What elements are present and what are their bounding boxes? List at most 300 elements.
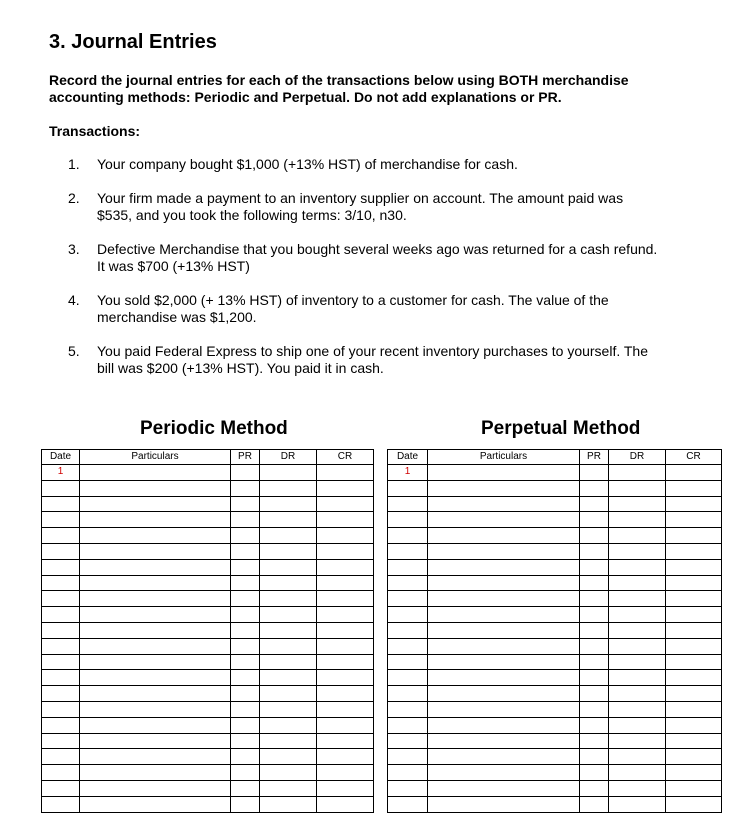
pr-column-header: PR: [231, 450, 260, 465]
dr-cell[interactable]: [609, 559, 666, 575]
date-cell[interactable]: [388, 733, 428, 749]
particulars-cell[interactable]: [428, 796, 580, 812]
date-cell[interactable]: [42, 480, 80, 496]
date-cell[interactable]: [388, 670, 428, 686]
cr-cell[interactable]: [666, 465, 722, 481]
dr-cell[interactable]: [609, 607, 666, 623]
cr-cell[interactable]: [317, 796, 374, 812]
particulars-cell[interactable]: [428, 686, 580, 702]
cr-cell[interactable]: [666, 528, 722, 544]
journal-entry-row: [388, 638, 722, 654]
date-cell[interactable]: [42, 559, 80, 575]
date-cell[interactable]: [42, 622, 80, 638]
particulars-cell[interactable]: [80, 607, 231, 623]
pr-cell[interactable]: [580, 528, 609, 544]
transaction-item: [68, 156, 698, 173]
dr-cell[interactable]: [260, 496, 317, 512]
date-cell[interactable]: [42, 638, 80, 654]
pr-cell[interactable]: [580, 465, 609, 481]
cr-cell[interactable]: [666, 480, 722, 496]
transaction-text: Your firm made a payment to an inventory supplier on account. The amount paid was: [97, 190, 624, 206]
date-cell[interactable]: [42, 749, 80, 765]
particulars-cell[interactable]: [428, 543, 580, 559]
dr-cell[interactable]: [609, 796, 666, 812]
particulars-cell[interactable]: [80, 686, 231, 702]
dr-cell[interactable]: [260, 591, 317, 607]
date-cell[interactable]: [388, 480, 428, 496]
perpetual-journal-table: [387, 449, 722, 813]
particulars-cell[interactable]: [80, 528, 231, 544]
date-cell[interactable]: [42, 607, 80, 623]
date-cell[interactable]: [388, 654, 428, 670]
dr-column-header: DR: [260, 450, 317, 465]
transaction-text-continued: It was $700 (+13% HST): [97, 258, 250, 274]
journal-entry-row: [388, 780, 722, 796]
date-cell[interactable]: [42, 686, 80, 702]
dr-cell[interactable]: [609, 765, 666, 781]
journal-entry-row: [388, 528, 722, 544]
particulars-cell[interactable]: [80, 670, 231, 686]
journal-entry-row: [388, 765, 722, 781]
cr-cell[interactable]: [317, 670, 374, 686]
date-cell[interactable]: [42, 512, 80, 528]
dr-cell[interactable]: [609, 780, 666, 796]
pr-cell[interactable]: [231, 765, 260, 781]
pr-cell[interactable]: [580, 686, 609, 702]
particulars-cell[interactable]: [80, 496, 231, 512]
date-cell[interactable]: [42, 796, 80, 812]
particulars-cell[interactable]: [80, 638, 231, 654]
dr-cell[interactable]: [260, 638, 317, 654]
journal-entry-row: [388, 465, 722, 481]
dr-cell[interactable]: [609, 465, 666, 481]
transaction-item: [68, 292, 698, 326]
transaction-text-continued: merchandise was $1,200.: [97, 309, 257, 325]
pr-cell[interactable]: [580, 749, 609, 765]
particulars-cell[interactable]: [428, 765, 580, 781]
particulars-cell[interactable]: [80, 733, 231, 749]
date-cell[interactable]: [388, 496, 428, 512]
date-cell[interactable]: [388, 575, 428, 591]
particulars-column-header: Particulars: [80, 450, 231, 465]
date-column-header: Date: [388, 450, 428, 465]
transaction-number: 5.: [68, 343, 80, 359]
journal-entry-row: [42, 496, 374, 512]
date-cell[interactable]: [388, 780, 428, 796]
cr-cell[interactable]: [317, 765, 374, 781]
pr-cell[interactable]: [231, 575, 260, 591]
cr-cell[interactable]: [666, 796, 722, 812]
particulars-cell[interactable]: [428, 638, 580, 654]
pr-cell[interactable]: [231, 480, 260, 496]
cr-cell[interactable]: [666, 543, 722, 559]
journal-entry-row: [42, 528, 374, 544]
transaction-number: 4.: [68, 292, 80, 308]
transaction-text: Defective Merchandise that you bought several weeks ago was returned for a cash refund.: [97, 241, 658, 257]
date-cell[interactable]: [42, 780, 80, 796]
pr-cell[interactable]: [231, 717, 260, 733]
dr-cell[interactable]: [260, 528, 317, 544]
journal-entry-row: [42, 765, 374, 781]
dr-cell[interactable]: [609, 733, 666, 749]
particulars-cell[interactable]: [80, 480, 231, 496]
journal-entry-row: [42, 465, 374, 481]
dr-cell[interactable]: [260, 701, 317, 717]
journal-entry-row: [388, 733, 722, 749]
date-column-header: Date: [42, 450, 80, 465]
date-cell[interactable]: [42, 670, 80, 686]
cr-cell[interactable]: [666, 733, 722, 749]
pr-cell[interactable]: [580, 796, 609, 812]
cr-cell[interactable]: [666, 654, 722, 670]
pr-cell[interactable]: [580, 717, 609, 733]
journal-entry-row: [388, 607, 722, 623]
dr-cell[interactable]: [260, 559, 317, 575]
cr-column-header: CR: [666, 450, 722, 465]
transaction-item: [68, 190, 698, 224]
journal-entry-row: [388, 496, 722, 512]
pr-cell[interactable]: [580, 733, 609, 749]
dr-cell[interactable]: [260, 733, 317, 749]
dr-cell[interactable]: [609, 654, 666, 670]
date-cell[interactable]: [388, 543, 428, 559]
journal-entry-row: [42, 654, 374, 670]
cr-cell[interactable]: [666, 638, 722, 654]
date-cell[interactable]: [388, 622, 428, 638]
particulars-cell[interactable]: [428, 717, 580, 733]
cr-cell[interactable]: [666, 701, 722, 717]
cr-cell[interactable]: [317, 701, 374, 717]
pr-cell[interactable]: [580, 701, 609, 717]
cr-cell[interactable]: [666, 559, 722, 575]
journal-header-row: [42, 450, 374, 465]
date-cell[interactable]: [388, 749, 428, 765]
journal-entry-row: [42, 591, 374, 607]
cr-cell[interactable]: [317, 575, 374, 591]
journal-entry-row: [42, 733, 374, 749]
cr-cell[interactable]: [317, 559, 374, 575]
pr-cell[interactable]: [580, 512, 609, 528]
pr-cell[interactable]: [231, 638, 260, 654]
dr-cell[interactable]: [609, 686, 666, 702]
pr-cell[interactable]: [231, 622, 260, 638]
journal-entry-row: [388, 717, 722, 733]
pr-cell[interactable]: [580, 638, 609, 654]
transaction-text-continued: bill was $200 (+13% HST). You paid it in cash.: [97, 360, 384, 376]
particulars-cell[interactable]: [80, 465, 231, 481]
dr-cell[interactable]: [260, 512, 317, 528]
dr-cell[interactable]: [609, 528, 666, 544]
cr-cell[interactable]: [317, 654, 374, 670]
periodic-journal-table: [41, 449, 374, 813]
date-cell[interactable]: [388, 701, 428, 717]
pr-cell[interactable]: [580, 480, 609, 496]
cr-cell[interactable]: [666, 622, 722, 638]
transactions-heading: Transactions:: [49, 123, 141, 139]
particulars-cell[interactable]: [80, 591, 231, 607]
journal-entry-row: [42, 780, 374, 796]
pr-cell[interactable]: [231, 654, 260, 670]
dr-cell[interactable]: [609, 480, 666, 496]
journal-entry-row: [42, 575, 374, 591]
dr-cell[interactable]: [609, 512, 666, 528]
particulars-cell[interactable]: [428, 701, 580, 717]
pr-cell[interactable]: [580, 670, 609, 686]
journal-entry-row: [388, 575, 722, 591]
date-cell[interactable]: [42, 733, 80, 749]
journal-entry-row: [42, 670, 374, 686]
dr-cell[interactable]: [609, 496, 666, 512]
instructions-line-2: accounting methods: Periodic and Perpetual. Do not add explanations or PR.: [49, 89, 562, 105]
journal-entry-row: [42, 749, 374, 765]
particulars-cell[interactable]: [428, 496, 580, 512]
cr-cell[interactable]: [666, 717, 722, 733]
particulars-cell[interactable]: [428, 512, 580, 528]
date-cell[interactable]: [42, 654, 80, 670]
dr-cell[interactable]: [260, 796, 317, 812]
journal-entry-row: [42, 607, 374, 623]
cr-cell[interactable]: [317, 543, 374, 559]
cr-cell[interactable]: [666, 749, 722, 765]
journal-entry-row: [388, 670, 722, 686]
cr-cell[interactable]: [317, 638, 374, 654]
pr-cell[interactable]: [231, 559, 260, 575]
particulars-cell[interactable]: [428, 575, 580, 591]
date-cell[interactable]: [388, 796, 428, 812]
particulars-cell[interactable]: [428, 749, 580, 765]
pr-cell[interactable]: [231, 543, 260, 559]
cr-cell[interactable]: [317, 780, 374, 796]
transaction-item: [68, 343, 698, 377]
dr-cell[interactable]: [260, 607, 317, 623]
date-cell[interactable]: [388, 559, 428, 575]
pr-cell[interactable]: [580, 543, 609, 559]
entry-number[interactable]: 1: [42, 465, 80, 481]
pr-cell[interactable]: [580, 559, 609, 575]
dr-cell[interactable]: [260, 765, 317, 781]
journal-entry-row: [388, 654, 722, 670]
cr-column-header: CR: [317, 450, 374, 465]
cr-cell[interactable]: [666, 512, 722, 528]
cr-cell[interactable]: [666, 496, 722, 512]
cr-cell[interactable]: [666, 780, 722, 796]
pr-cell[interactable]: [580, 607, 609, 623]
journal-entry-row: [42, 638, 374, 654]
dr-cell[interactable]: [260, 654, 317, 670]
particulars-cell[interactable]: [80, 796, 231, 812]
dr-cell[interactable]: [609, 670, 666, 686]
journal-entry-row: [388, 543, 722, 559]
date-cell[interactable]: [388, 607, 428, 623]
cr-cell[interactable]: [317, 686, 374, 702]
cr-cell[interactable]: [317, 528, 374, 544]
particulars-cell[interactable]: [80, 701, 231, 717]
pr-cell[interactable]: [580, 591, 609, 607]
date-cell[interactable]: [42, 701, 80, 717]
pr-cell[interactable]: [580, 575, 609, 591]
date-cell[interactable]: [42, 575, 80, 591]
particulars-cell[interactable]: [428, 607, 580, 623]
date-cell[interactable]: [388, 591, 428, 607]
cr-cell[interactable]: [317, 512, 374, 528]
cr-cell[interactable]: [317, 480, 374, 496]
cr-cell[interactable]: [666, 765, 722, 781]
cr-cell[interactable]: [666, 670, 722, 686]
perpetual-method-title: Perpetual Method: [481, 418, 641, 439]
particulars-column-header: Particulars: [428, 450, 580, 465]
date-cell[interactable]: [42, 717, 80, 733]
particulars-cell[interactable]: [80, 559, 231, 575]
transaction-text-continued: $535, and you took the following terms: 3/10, n30.: [97, 207, 407, 223]
journal-entry-row: [388, 701, 722, 717]
pr-cell[interactable]: [231, 686, 260, 702]
transaction-number: 1.: [68, 156, 80, 172]
particulars-cell[interactable]: [80, 717, 231, 733]
date-cell[interactable]: [388, 765, 428, 781]
dr-cell[interactable]: [260, 465, 317, 481]
dr-cell[interactable]: [260, 480, 317, 496]
particulars-cell[interactable]: [428, 654, 580, 670]
pr-cell[interactable]: [231, 607, 260, 623]
pr-cell[interactable]: [580, 780, 609, 796]
pr-column-header: PR: [580, 450, 609, 465]
cr-cell[interactable]: [317, 591, 374, 607]
particulars-cell[interactable]: [428, 559, 580, 575]
particulars-cell[interactable]: [428, 591, 580, 607]
periodic-method-title: Periodic Method: [140, 418, 288, 439]
cr-cell[interactable]: [666, 575, 722, 591]
transaction-number: 3.: [68, 241, 80, 257]
transaction-number: 2.: [68, 190, 80, 206]
instructions-line-1: Record the journal entries for each of the transactions below using BOTH merchandise: [49, 72, 629, 88]
date-cell[interactable]: [388, 528, 428, 544]
dr-cell[interactable]: [609, 701, 666, 717]
dr-cell[interactable]: [260, 543, 317, 559]
journal-entry-row: [388, 512, 722, 528]
journal-entry-row: [388, 480, 722, 496]
dr-cell[interactable]: [260, 622, 317, 638]
journal-entry-row: [42, 622, 374, 638]
cr-cell[interactable]: [317, 733, 374, 749]
pr-cell[interactable]: [231, 780, 260, 796]
cr-cell[interactable]: [317, 607, 374, 623]
dr-cell[interactable]: [609, 749, 666, 765]
journal-entry-row: [42, 686, 374, 702]
pr-cell[interactable]: [231, 465, 260, 481]
particulars-cell[interactable]: [80, 512, 231, 528]
pr-cell[interactable]: [231, 701, 260, 717]
date-cell[interactable]: [388, 512, 428, 528]
dr-column-header: DR: [609, 450, 666, 465]
particulars-cell[interactable]: [80, 780, 231, 796]
particulars-cell[interactable]: [428, 670, 580, 686]
pr-cell[interactable]: [231, 496, 260, 512]
dr-cell[interactable]: [609, 717, 666, 733]
cr-cell[interactable]: [666, 686, 722, 702]
journal-entry-row: [42, 512, 374, 528]
dr-cell[interactable]: [609, 638, 666, 654]
instructions: [49, 72, 709, 106]
particulars-cell[interactable]: [428, 465, 580, 481]
dr-cell[interactable]: [609, 622, 666, 638]
dr-cell[interactable]: [609, 591, 666, 607]
date-cell[interactable]: [388, 717, 428, 733]
particulars-cell[interactable]: [80, 543, 231, 559]
particulars-cell[interactable]: [80, 749, 231, 765]
particulars-cell[interactable]: [428, 528, 580, 544]
journal-entry-row: [388, 559, 722, 575]
date-cell[interactable]: [42, 496, 80, 512]
pr-cell[interactable]: [231, 796, 260, 812]
journal-entry-row: [388, 591, 722, 607]
particulars-cell[interactable]: [428, 480, 580, 496]
pr-cell[interactable]: [231, 512, 260, 528]
particulars-cell[interactable]: [428, 622, 580, 638]
transaction-text: You sold $2,000 (+ 13% HST) of inventory to a customer for cash. The value of the: [97, 292, 609, 308]
journal-entry-row: [42, 796, 374, 812]
cr-cell[interactable]: [666, 591, 722, 607]
dr-cell[interactable]: [260, 686, 317, 702]
pr-cell[interactable]: [231, 733, 260, 749]
pr-cell[interactable]: [231, 749, 260, 765]
particulars-cell[interactable]: [428, 733, 580, 749]
entry-number[interactable]: 1: [388, 465, 428, 481]
dr-cell[interactable]: [260, 717, 317, 733]
journal-entry-row: [42, 717, 374, 733]
section-title: 3. Journal Entries: [49, 31, 217, 53]
transaction-item: [68, 241, 698, 275]
journal-entry-row: [42, 480, 374, 496]
transaction-text: You paid Federal Express to ship one of your recent inventory purchases to yourself. The: [97, 343, 648, 359]
pr-cell[interactable]: [580, 654, 609, 670]
date-cell[interactable]: [388, 638, 428, 654]
particulars-cell[interactable]: [80, 765, 231, 781]
cr-cell[interactable]: [317, 622, 374, 638]
journal-entry-row: [42, 559, 374, 575]
cr-cell[interactable]: [666, 607, 722, 623]
pr-cell[interactable]: [580, 765, 609, 781]
particulars-cell[interactable]: [428, 780, 580, 796]
journal-header-row: [388, 450, 722, 465]
cr-cell[interactable]: [317, 465, 374, 481]
date-cell[interactable]: [42, 591, 80, 607]
journal-entry-row: [388, 749, 722, 765]
pr-cell[interactable]: [580, 496, 609, 512]
pr-cell[interactable]: [231, 591, 260, 607]
dr-cell[interactable]: [609, 543, 666, 559]
date-cell[interactable]: [388, 686, 428, 702]
journal-entry-row: [388, 622, 722, 638]
date-cell[interactable]: [42, 528, 80, 544]
dr-cell[interactable]: [260, 749, 317, 765]
dr-cell[interactable]: [260, 780, 317, 796]
transaction-text: Your company bought $1,000 (+13% HST) of merchandise for cash.: [97, 156, 518, 172]
date-cell[interactable]: [42, 765, 80, 781]
pr-cell[interactable]: [231, 670, 260, 686]
date-cell[interactable]: [42, 543, 80, 559]
particulars-cell[interactable]: [80, 654, 231, 670]
cr-cell[interactable]: [317, 496, 374, 512]
particulars-cell[interactable]: [80, 622, 231, 638]
pr-cell[interactable]: [231, 528, 260, 544]
dr-cell[interactable]: [260, 575, 317, 591]
dr-cell[interactable]: [609, 575, 666, 591]
particulars-cell[interactable]: [80, 575, 231, 591]
dr-cell[interactable]: [260, 670, 317, 686]
cr-cell[interactable]: [317, 717, 374, 733]
cr-cell[interactable]: [317, 749, 374, 765]
pr-cell[interactable]: [580, 622, 609, 638]
